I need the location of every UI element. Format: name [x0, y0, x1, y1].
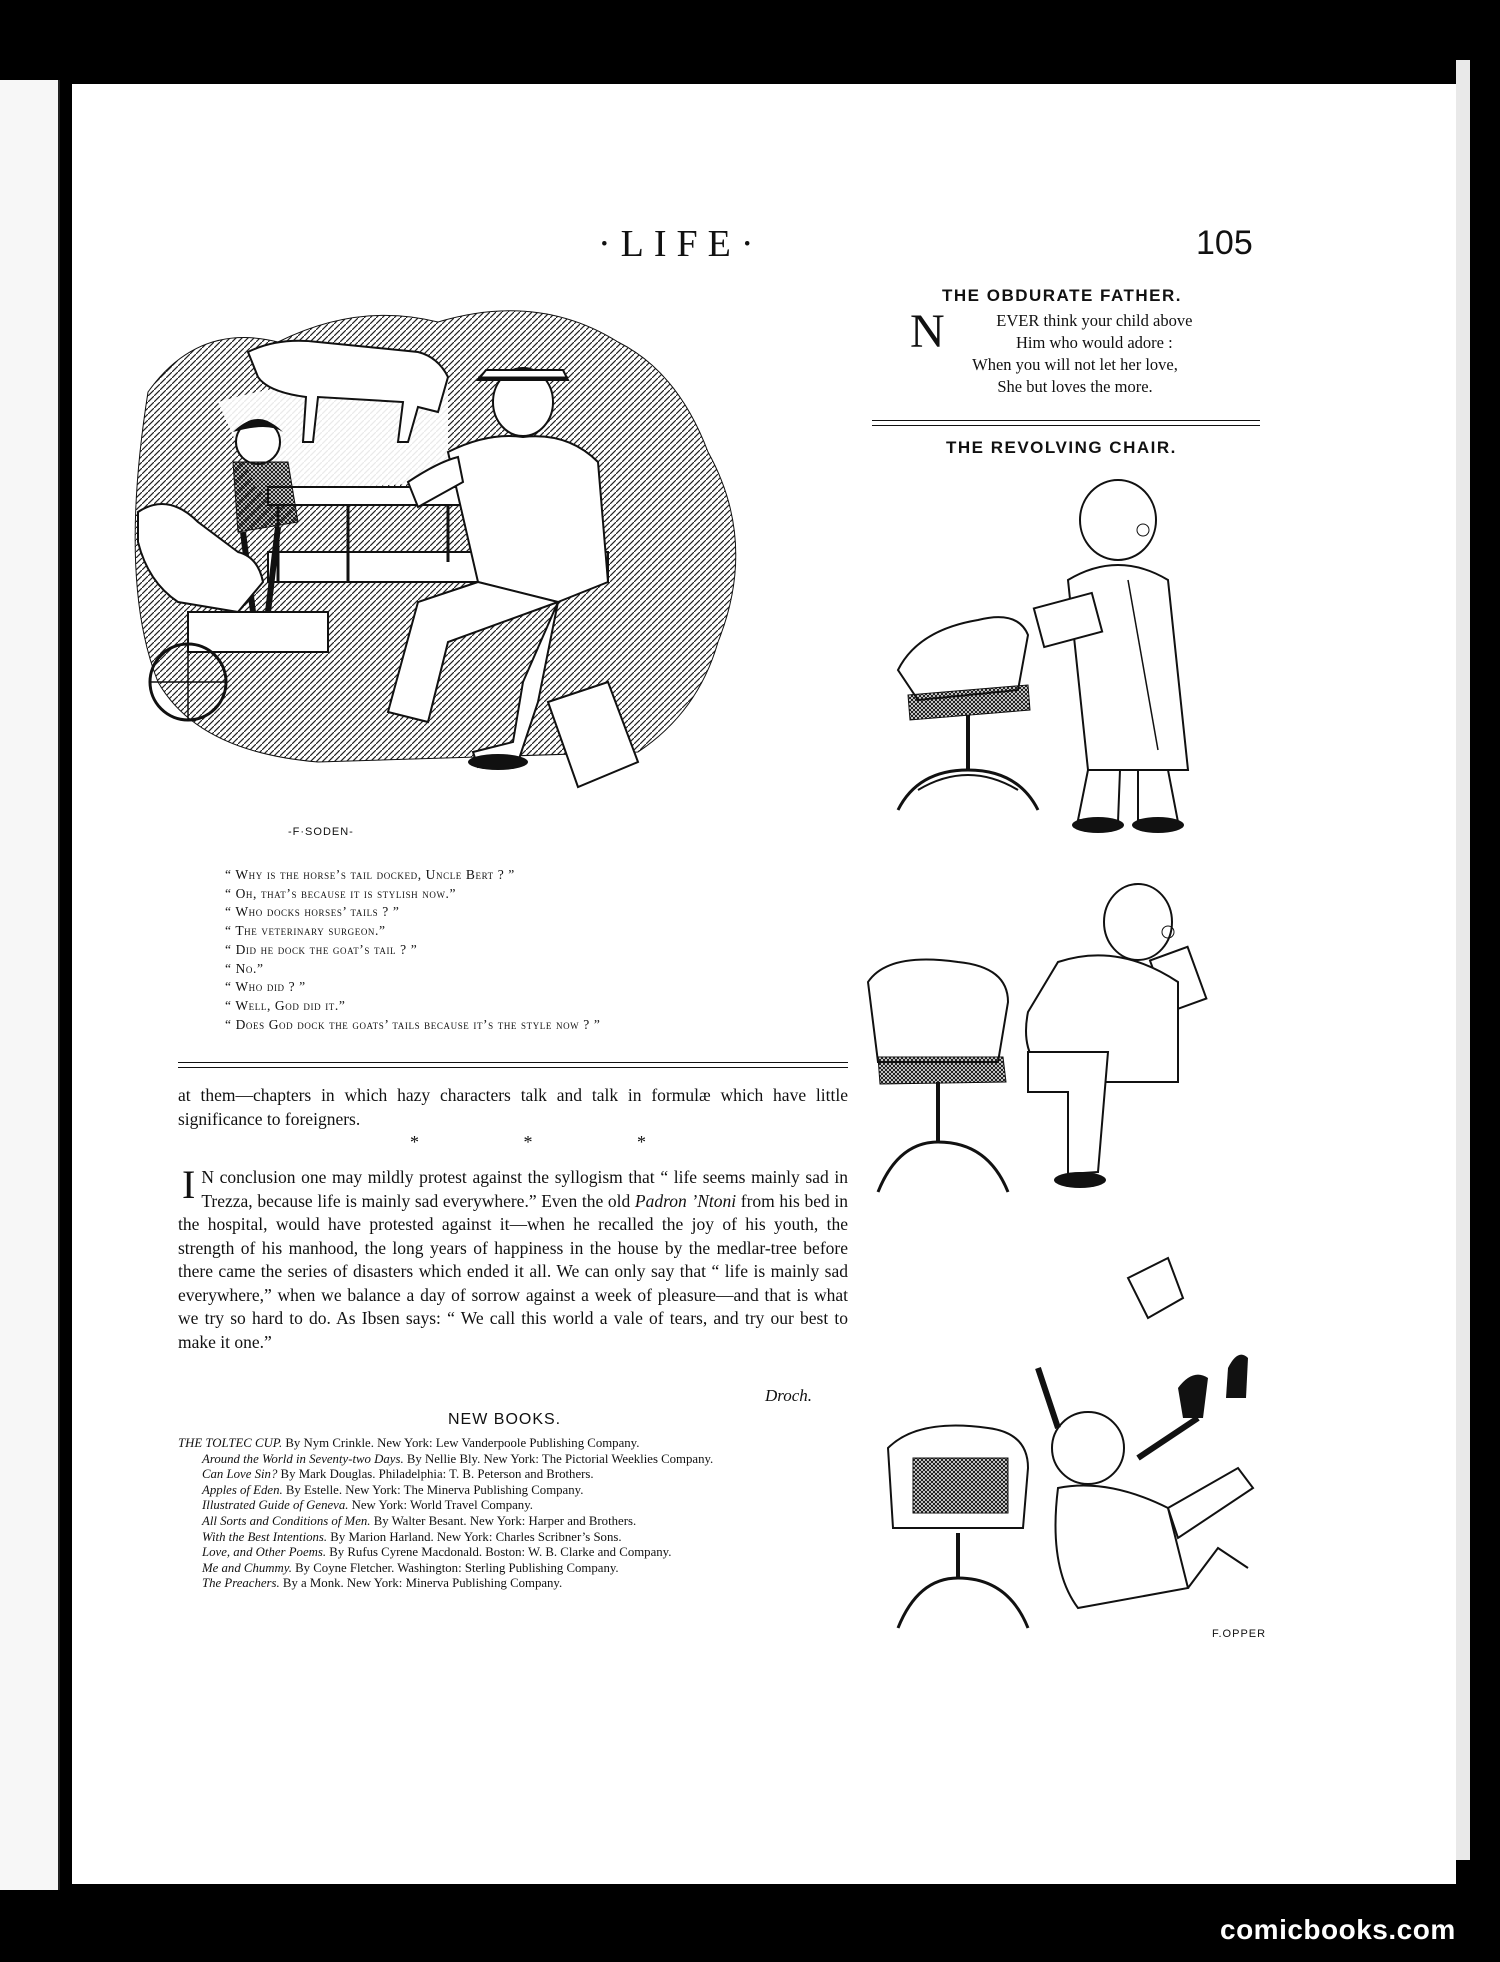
book-entry [178, 1498, 848, 1514]
caption-line: “ Well, God did it.” [225, 997, 346, 1013]
caption-line: “ Why is the horse’s tail docked, Uncle Bert ? ” [225, 867, 515, 882]
book-details: By Nellie Bly. New York: The Pictorial Weeklies Company. [403, 1451, 714, 1466]
book-details: By Rufus Cyrene Macdonald. Boston: W. B. Clarke and Company. [326, 1545, 672, 1560]
new-books-list [178, 1436, 848, 1592]
book-details: By Mark Douglas. Philadelphia: T. B. Peterson and Brothers. [277, 1467, 594, 1482]
book-entry [178, 1467, 848, 1483]
section-break-stars: * * * [410, 1132, 696, 1152]
book-title: Illustrated Guide of Geneva. [202, 1498, 349, 1513]
poem [910, 305, 1240, 398]
comic-artist-signature: F.OPPER [1212, 1628, 1267, 1640]
article-italic: Padron ’Ntoni [634, 1190, 737, 1211]
book-title: Can Love Sin? [202, 1467, 278, 1482]
cartoon-illustration [118, 282, 858, 842]
book-entry [178, 1514, 848, 1530]
article-signature: Droch. [765, 1386, 813, 1405]
book-entry [178, 1530, 848, 1546]
comic-panel-3-drawing [858, 1248, 1258, 1648]
watermark: comicbooks.com [1220, 1914, 1456, 1945]
cartoon-drawing [118, 282, 858, 842]
article-dropcap: I [182, 1162, 196, 1207]
poem-line: Him who would adore : [1015, 333, 1173, 352]
comic-panel-2 [858, 862, 1258, 1222]
book-title: Me and Chummy. [202, 1560, 292, 1575]
book-title: All Sorts and Conditions of Men. [202, 1513, 371, 1528]
book-details: By Nym Crinkle. New York: Lew Vanderpoole Publishing Company. [282, 1436, 640, 1450]
poem-line: When you will not let her love, [972, 355, 1178, 374]
cartoon-artist-signature: -F·SODEN- [288, 826, 354, 838]
book-title: With the Best Intentions. [202, 1529, 328, 1544]
comic-panel-2-drawing [858, 862, 1258, 1222]
book-details: By Estelle. New York: The Minerva Publishing Company. [282, 1482, 584, 1497]
book-details: By a Monk. New York: Minerva Publishing Company. [279, 1576, 563, 1591]
poem-line: She but loves the more. [997, 377, 1153, 396]
article-continuation: at them—chapters in which hazy characters talk and talk in formulæ which have little significance to foreigners. [178, 1085, 848, 1129]
page-number: 105 [1196, 224, 1253, 262]
book-details: By Walter Besant. New York: Harper and Brothers. [370, 1513, 637, 1528]
book-title: The Preachers. [202, 1576, 280, 1591]
book-details: New York: World Travel Company. [348, 1498, 533, 1513]
caption-line: “ No.” [225, 960, 264, 976]
comic-panel-1-drawing [858, 470, 1258, 840]
book-title: Around the World in Seventy-two Days. [202, 1451, 404, 1466]
cartoon-caption [225, 866, 835, 1034]
article-rule [178, 1062, 848, 1068]
poem-title: THE OBDURATE FATHER. [942, 286, 1182, 305]
book-entry [178, 1436, 848, 1452]
book-entry [178, 1545, 848, 1561]
caption-line: “ Who docks horses’ tails ? ” [225, 904, 400, 920]
article-paragraph [178, 1162, 848, 1354]
book-details: By Coyne Fletcher. Washington: Sterling Publishing Company. [291, 1560, 619, 1575]
book-entry [178, 1576, 848, 1592]
poem-dropcap: N [910, 305, 945, 358]
masthead: ·LIFE· [598, 223, 764, 265]
article-text-cont: from his bed in the hospital, would have protested against it—when he recalled the joy of his youth, the strength of his manhood, the long years of happiness in the house by the medlar-tree before there came the series of disasters which ended it all. We can only say that “ life is mainly sad everywhere,” when we balance a day of sorrow against a week of pleasure—and that is what we try so hard to do. As Ibsen says: “ We call this world a vale of tears, and try our best to make it one.” [178, 1190, 848, 1352]
poem-line: EVER think your child above [996, 311, 1193, 330]
comic-panel-3 [858, 1248, 1258, 1648]
book-entry [178, 1483, 848, 1499]
book-entry [178, 1452, 848, 1468]
comic-title: THE REVOLVING CHAIR. [946, 438, 1177, 457]
section-rule [872, 420, 1260, 426]
book-title: Love, and Other Poems. [202, 1545, 327, 1560]
caption-line: “ The veterinary surgeon.” [225, 923, 386, 939]
book-title: Apples of Eden. [202, 1482, 283, 1497]
caption-line: “ Oh, that’s because it is stylish now.” [225, 885, 457, 901]
book-entry [178, 1561, 848, 1577]
caption-line: “ Did he dock the goat’s tail ? ” [225, 941, 418, 957]
page-edge [1456, 60, 1470, 1860]
book-title: THE TOLTEC CUP. [178, 1436, 283, 1450]
caption-line: “ Who did ? ” [225, 979, 306, 995]
caption-line: “ Does God dock the goats’ tails because it’s the style now ? ” [225, 1016, 601, 1032]
facing-page-edge [0, 80, 60, 1890]
new-books-heading: NEW BOOKS. [448, 1411, 562, 1428]
comic-panel-1 [858, 470, 1258, 840]
book-details: By Marion Harland. New York: Charles Scribner’s Sons. [327, 1529, 622, 1544]
article-text: N conclusion one may mildly protest against the syllogism that “ life seems mainly sad in Trezza, because life is mainly sad everywhere.” Even the old [201, 1167, 848, 1211]
